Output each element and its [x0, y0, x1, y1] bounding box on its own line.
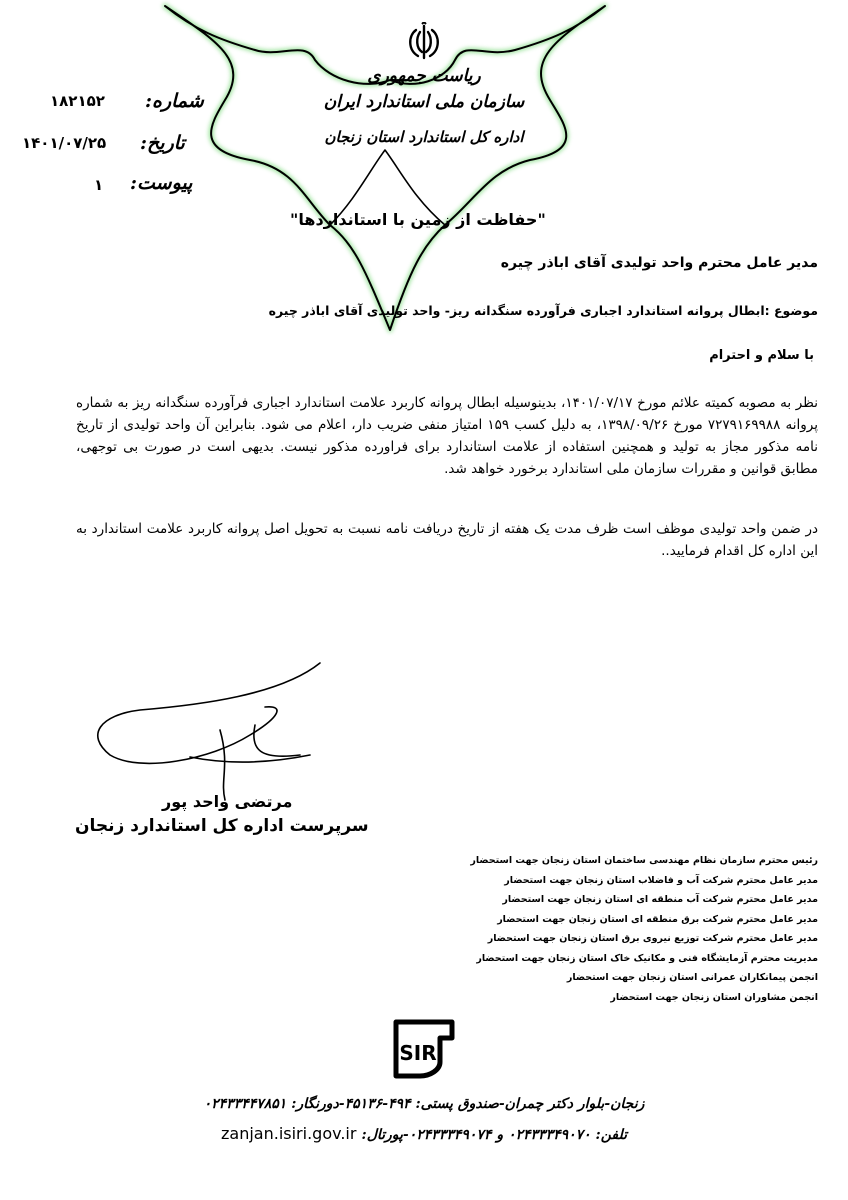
recipient: مدیر عامل محترم واحد تولیدی آقای اباذر چیره — [500, 255, 818, 271]
number-label: شماره: — [145, 90, 204, 112]
header-presidency: ریاست جمهوری — [367, 66, 481, 86]
attachment-value: ۱ — [94, 176, 104, 194]
iran-emblem-icon — [403, 22, 445, 64]
header-office: اداره کل استاندارد استان زنجان — [324, 128, 524, 146]
footer-portal-url: zanjan.isiri.gov.ir — [221, 1124, 357, 1143]
cc-item: انجمن مشاوران استان زنجان جهت استحضار — [610, 991, 818, 1003]
cc-item: انجمن پیمانکاران عمرانی استان زنجان جهت استحضار — [566, 972, 818, 983]
date-label: تاریخ: — [140, 132, 185, 154]
cc-item: مدیریت محترم آزمایشگاه فنی و مکانیک خاک استان زنجان جهت استحضار — [476, 952, 818, 964]
cc-item: مدیر عامل محترم شرکت توزیع نیروی برق استان زنجان جهت استحضار — [487, 933, 818, 944]
header-organization: سازمان ملی استاندارد ایران — [323, 92, 525, 112]
body-paragraph-2: در ضمن واحد تولیدی موظف است ظرف مدت یک هفته از تاریخ دریافت نامه نسبت به تحویل اصل پروانه کاربرد علامت استاندارد به این اداره کل اقدام فرمایید.. — [76, 521, 818, 559]
greeting: با سلام و احترام — [709, 348, 814, 363]
signatory-name: مرتضی واحد پور — [162, 792, 293, 811]
footer-contact — [0, 1124, 848, 1143]
date-value: ۱۴۰۱/۰۷/۲۵ — [22, 134, 107, 152]
subject: موضوع :ابطال پروانه استاندارد اجباری فرآورده سنگدانه ریز- واحد تولیدی آقای اباذر چیره — [268, 303, 818, 318]
cc-item: مدیر عامل محترم شرکت آب منطقه ای استان زنجان جهت استحضار — [502, 894, 818, 905]
header-ornament — [155, 0, 615, 340]
cc-item: مدیر عامل محترم شرکت برق منطقه ای استان زنجان جهت استحضار — [497, 913, 818, 925]
cc-item: مدیر عامل محترم شرکت آب و فاضلاب استان زنجان جهت استحضار — [504, 874, 818, 886]
cc-list — [470, 851, 818, 1007]
footer-phone: تلفن: ۰۲۴۳۳۳۴۹۰۷۰ و ۰۲۴۳۳۳۴۹۰۷۴-پورتال: — [361, 1127, 627, 1143]
standard-logo-icon — [390, 1018, 458, 1080]
slogan: "حفاظت از زمین با استانداردها" — [290, 210, 546, 229]
body-paragraph-1: نظر به مصوبه کمیته علائم مورخ ۱۴۰۱/۰۷/۱۷، بدینوسیله ابطال پروانه کاربرد علامت استاندارد اجباری فرآورده سنگدانه ریز به شماره پروانه ۷۲۷۹۱۶۹۹۸۸ مورخ ۱۳۹۸/۰۹/۲۶، به دلیل کسب ۱۵۹ امتیاز منفی ضریب دار، اعلام می شود. بنابراین آن واحد تولیدی از تاریخ نامه مذکور مجاز به تولید و همچنین استفاده از علامت استاندارد برای فراورده مذکور نیست. بدیهی است در صورت بی توجهی، مطابق قوانین و مقررات سازمان ملی استاندارد برخورد خواهد شد. — [76, 395, 818, 477]
number-value: ۱۸۲۱۵۲ — [50, 92, 105, 110]
signatory-title: سرپرست اداره کل استاندارد زنجان — [75, 816, 369, 836]
footer-address: زنجان-بلوار دکتر چمران-صندوق پستی: ۴۹۴-۴۵۱۳۶-دورنگار: ۰۲۴۳۳۴۴۷۸۵۱ — [203, 1096, 645, 1112]
cc-item: رئیس محترم سازمان نظام مهندسی ساختمان استان زنجان جهت استحضار — [470, 855, 818, 866]
attachment-label: پیوست: — [130, 172, 193, 194]
handwritten-signature — [80, 655, 340, 805]
svg-text:ISIRI: ISIRI — [391, 1041, 445, 1065]
